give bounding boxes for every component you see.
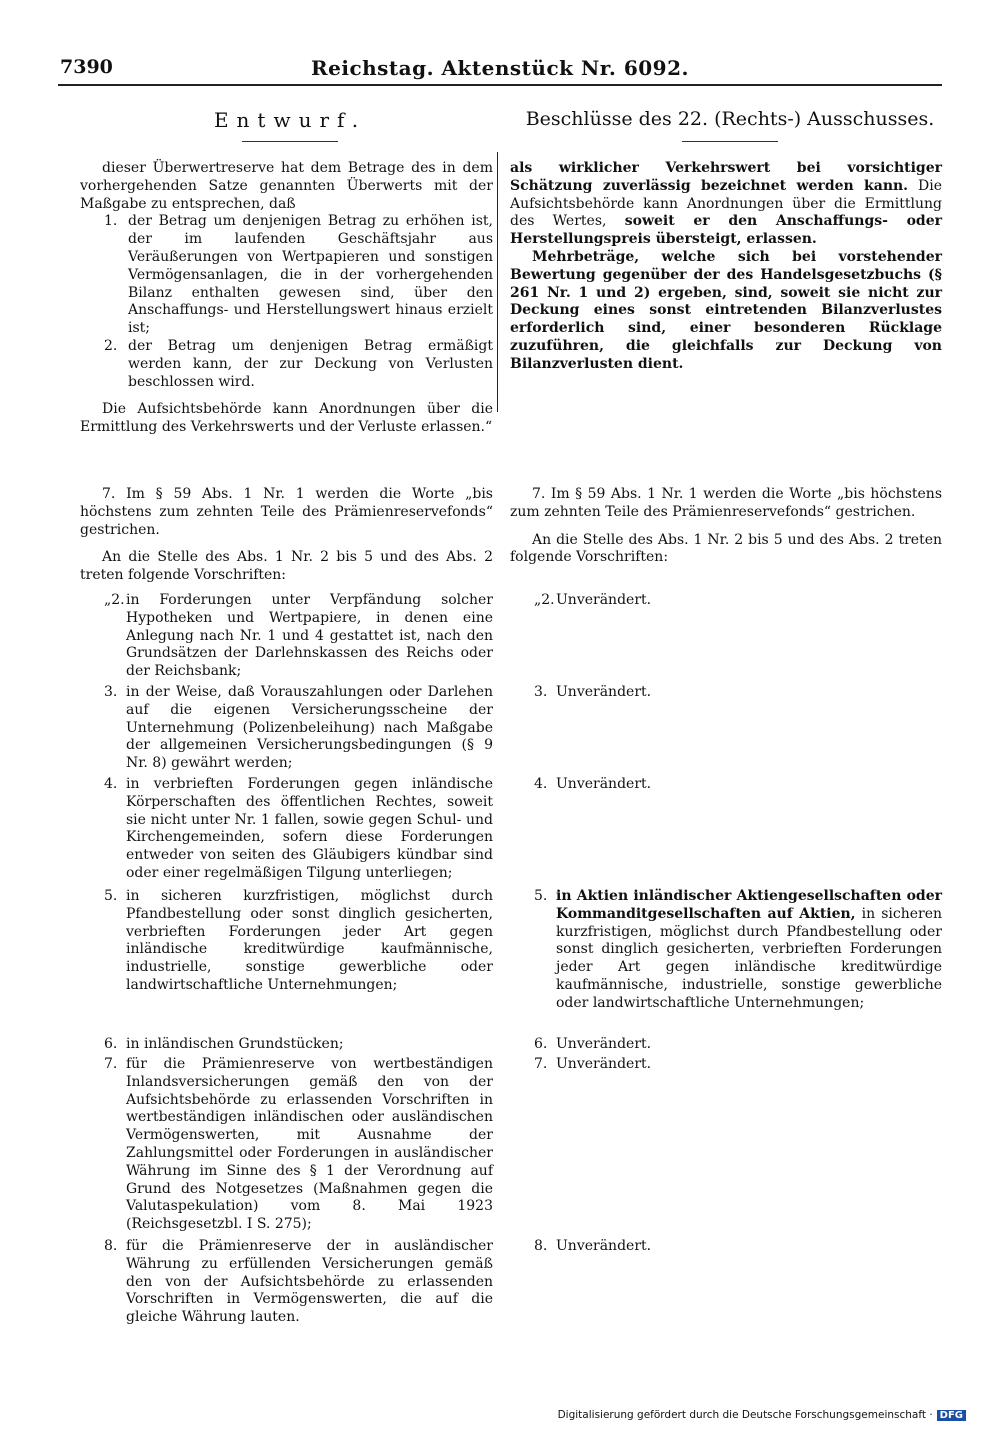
left-closing-text: Die Aufsichtsbehörde kann Anordnungen über die Ermittlung des Verkehrswerts und der Verluste erlassen.“ (80, 401, 493, 436)
footer-text: Digitalisierung gefördert durch die Deutsche Forschungsgemeinschaft · (557, 1409, 933, 1421)
right-item-7: 7. Unverändert. (534, 1056, 652, 1072)
right-bold-text-3: Mehrbeträge, welche sich bei vorstehender Bewertung gegenüber der des Handelsgesetzbuchs (§ 261 Nr. 1 und 2) ergeben, sind, soweit sie nicht zur Deckung eines sonst eintretenden Bilanzverlustes erforderlich sind, einer besonderen Rücklage zuzuführen, die gleichfalls zur Deckung von Bilanzverlusten dient. (510, 248, 942, 372)
right-intro-block (510, 160, 942, 374)
right-item-4: 4. Unverändert. (534, 776, 652, 792)
left-intro-text: dieser Überwertreserve hat dem Betrage des in dem vorhergehenden Satze genannten Überwerts mit der Maßgabe zu entsprechen, daß (80, 160, 493, 212)
right-item-6: 6. Unverändert. (534, 1036, 652, 1052)
dfg-logo: DFG (937, 1410, 966, 1421)
column-divider (497, 152, 498, 412)
left-item-5: 5. in sicheren kurzfristigen, möglichst durch Pfandbestellung oder sonst dinglich gesicherten, verbrieften Forderungen jeder Art gegen inländische kreditwürdige kaufmännische, industrielle, sonstige gewerbliche oder landwirtschaftliche Unternehmungen; (104, 888, 493, 993)
right-item-8: 8. Unverändert. (534, 1238, 652, 1254)
right-item-2: „2. Unverändert. (534, 592, 652, 608)
header-rule (58, 84, 942, 86)
right-heading-rule (682, 141, 778, 142)
left-column-heading: Entwurf. (213, 108, 367, 132)
left-item-8: 8. für die Prämienreserve der in ausländischer Währung zu erfüllenden Versicherungen gemäß den von der Aufsichtsbehörde zu erlassenden Vorschriften in Vermögenswerten, die auf die gleiche Währung lauten. (104, 1238, 493, 1326)
right-item-5-bold: in Aktien inländischer Aktiengesellschaften oder Kommanditgesellschaften auf Aktien, (556, 888, 942, 922)
running-title: Reichstag. Aktenstück Nr. 6092. (311, 56, 689, 80)
page-header (60, 56, 940, 80)
right-p7: 7. Im § 59 Abs. 1 Nr. 1 werden die Worte „bis höchstens zum zehnten Teile des Prämienreservefonds“ gestrichen. (510, 486, 942, 520)
right-item-3: 3. Unverändert. (534, 684, 652, 700)
left-item-4: 4. in verbrieften Forderungen gegen inländische Körperschaften des öffentlichen Rechtes, soweit sie nicht unter Nr. 1 fallen, sowie gegen Schul- und Kirchengemeinden, sofern diese Forderungen entweder von seiten des Gläubigers kündbar sind oder einer regelmäßigen Tilgung unterliegen; (104, 776, 493, 881)
left-item-7: 7. für die Prämienreserve von wertbeständigen Inlandsversicherungen gemäß den von der Aufsichtsbehörde zu erlassenden Vorschriften in wertbeständigen inländischen oder ausländischen Vermögenswerten, mit Ausnahme der Zahlungsmittel oder Forderungen in ausländischer Währung im Sinne des § 1 der Verordnung auf Grund des Notgesetzes (Maßnahmen gegen die Valutaspekulation) vom 8. Mai 1923 (Reichsgesetzbl. I S. 275); (104, 1056, 493, 1233)
list-item: 1. der Betrag um denjenigen Betrag zu erhöhen ist, der im laufenden Geschäftsjahr aus Veräußerungen von Wertpapieren und sonstigen Vermögensanlagen, die in der vorhergehenden Bilanz enthalten gewesen sind, über den Anschaffungs- und Herstellungswert hinaus erzielt ist; (104, 213, 493, 337)
left-item-6: 6. in inländischen Grundstücken; (104, 1036, 344, 1052)
left-p7b: An die Stelle des Abs. 1 Nr. 2 bis 5 und des Abs. 2 treten folgende Vorschriften: (80, 549, 493, 584)
left-item-2: „2. in Forderungen unter Verpfändung solcher Hypotheken und Wertpapiere, in denen eine Anlegung nach Nr. 1 und 4 gestattet ist, nach den Grundsätzen der Darlehnskassen des Reichs oder der Reichsbank; (104, 592, 493, 680)
right-item-5: 5. in Aktien inländischer Aktiengesellschaften oder Kommanditgesellschaften auf Aktien, in sicheren kurzfristigen, möglichst durch Pfandbestellung oder sonst dinglich gesicherten, verbrieften Forderungen jeder Art gegen inländische kreditwürdige kaufmännische, industrielle, sonstige gewerbliche oder landwirtschaftliche Unternehmungen; (534, 888, 942, 1011)
right-bold-text-2: soweit er den Anschaffungs- oder Herstellungspreis übersteigt, erlassen. (510, 213, 943, 248)
right-bold-text-1: als wirklicher Verkehrswert bei vorsichtiger Schätzung zuverlässig bezeichnet werden kann. (510, 160, 942, 194)
right-column-heading: Beschlüsse des 22. (Rechts-) Ausschusses. (525, 108, 935, 130)
left-intro-block (80, 160, 493, 437)
page-number: 7390 (60, 56, 113, 78)
left-item-3: 3. in der Weise, daß Vorauszahlungen oder Darlehen auf die eigenen Versicherungsscheine der Unternehmung (Polizenbeleihung) nach Maßgabe der allgemeinen Versicherungsbedingungen (§ 9 Nr. 8) gewährt werden; (104, 684, 493, 772)
right-p7b: An die Stelle des Abs. 1 Nr. 2 bis 5 und des Abs. 2 treten folgende Vorschriften: (510, 531, 942, 566)
list-item: 2. der Betrag um denjenigen Betrag ermäßigt werden kann, der zur Deckung von Verlusten beschlossen wird. (104, 337, 493, 390)
left-section-7 (80, 486, 493, 585)
footer-credit (558, 1409, 966, 1421)
right-section-7 (510, 486, 942, 567)
left-heading-rule (242, 141, 338, 142)
right-normal-text-1: Die Aufsichtsbehörde kann Anordnungen über die Ermittlung des Wertes, (510, 177, 943, 230)
left-p7: 7. Im § 59 Abs. 1 Nr. 1 werden die Worte „bis höchstens zum zehnten Teile des Prämienreservefonds“ gestrichen. (80, 486, 493, 538)
